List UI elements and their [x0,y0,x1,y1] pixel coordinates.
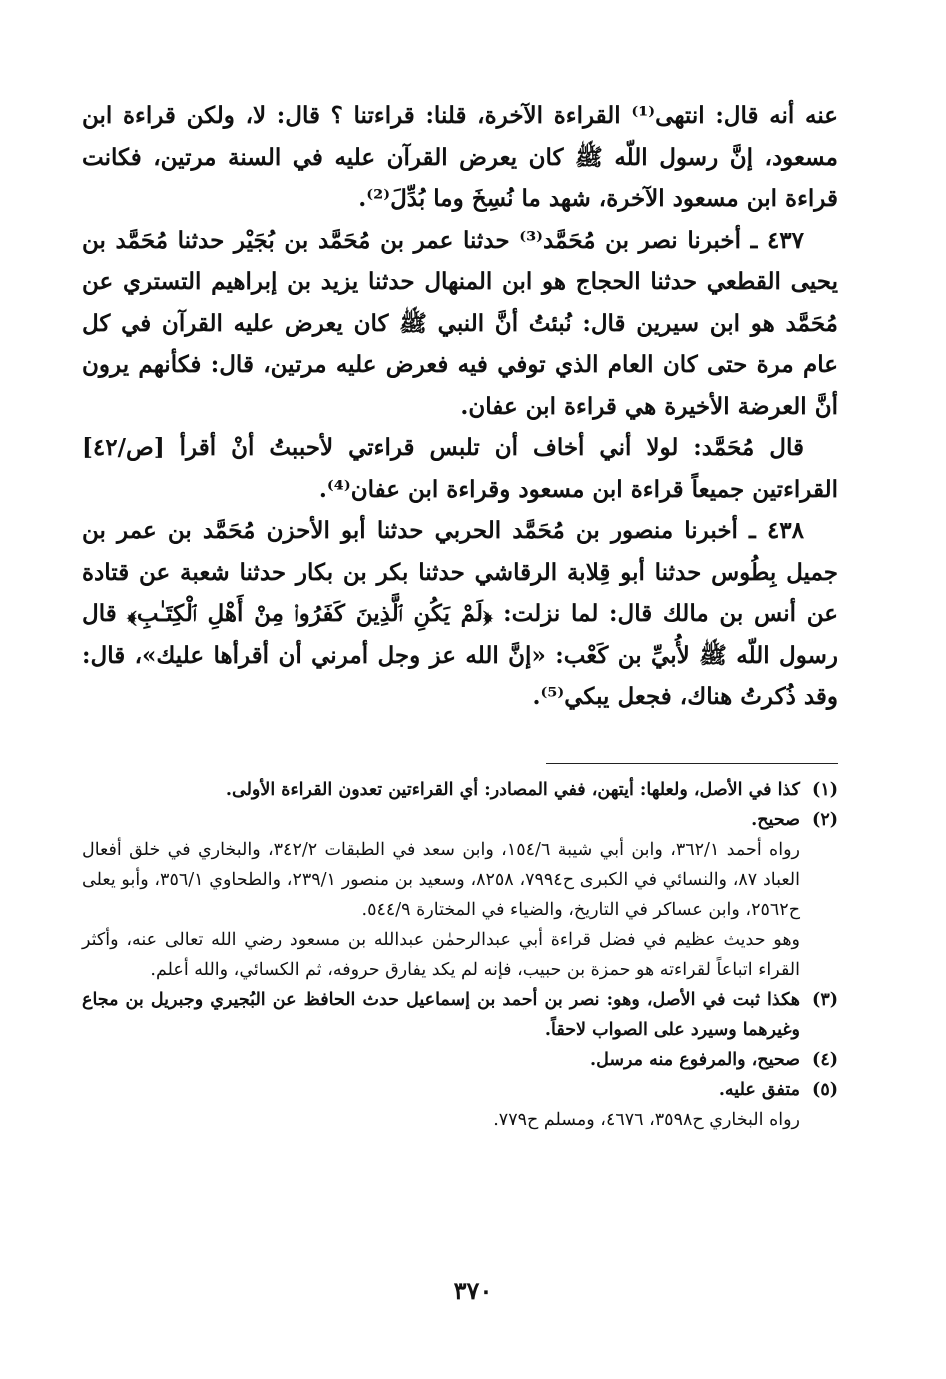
footnote-2-sources: رواه أحمد ٣٦٢/١، وابن أبي شيبة ١٥٤/٦، وابن سعد في الطبقات ٣٤٢/٢، والبخاري في خلق أفعال العباد ٨٧، والنسائي في الكبرى ح٧٩٩٤، ٨٢٥٨، وسعيد بن منصور ٢٣٩/١، والطحاوي ٣٥٦/١، وأبو يعلى ح٢٥٦٢، وابن عساكر في التاريخ، والضياء في المختارة ٥٤٤/٩. [82,840,800,920]
main-text [82,95,838,718]
footnote-marker: (٥) [812,1080,838,1100]
footnote-marker: (٣) [812,990,838,1010]
paragraph-437: ٤٣٧ ـ أخبرنا نصر بن مُحَمَّد⁽³⁾ حدثنا عمر بن مُحَمَّد بن بُجَيْر حدثنا مُحَمَّد بن يحيى القطعي حدثنا الحجاج هو ابن المنهال حدثنا يزيد بن إبراهيم التستري عن مُحَمَّد هو ابن سيرين قال: نُبئتُ أنَّ النبي ﷺ كان يعرض عليه القرآن في كل عام مرة حتى كان العام الذي توفي فيه فعرض عليه مرتين، قال: فكأنهم يرون أنَّ العرضة الأخيرة هي قراءة ابن عفان. [82,226,838,420]
footnote-text: كذا في الأصل، ولعلها: أيتهن، ففي المصادر: أي القراءتين تعدون القراءة الأولى. [225,780,800,800]
footnote-3 [82,985,838,1045]
footnote-marker: (٢) [812,810,838,830]
footnotes [82,775,838,1135]
paragraph-muhammad-quote: قال مُحَمَّد: لولا أني أخاف أن تلبس قراءتي لأحببتُ أنْ أقرأ [ص/٤٢] القراءتين جميعاً قراءة ابن مسعود وقراءة ابن عفان⁽⁴⁾. [82,434,838,503]
footnote-5-sources: رواه البخاري ح٣٥٩٨، ٤٦٧٦، ومسلم ح٧٧٩. [493,1110,800,1130]
footnote-2-commentary: وهو حديث عظيم في فضل قراءة أبي عبدالرحمٰن عبدالله بن مسعود رضي الله تعالى عنه، وأكثر القراء اتباعاً لقراءته هو حمزة بن حبيب، فإنه لم يكد يفارق حروفه، ثم الكسائي، والله أعلم. [82,930,800,980]
paragraph-continuation: عنه أنه قال: انتهى⁽¹⁾ القراءة الآخرة، قلنا: قراءتنا ؟ قال: لا، ولكن قراءة ابن مسعود، إنَّ رسول اللّه ﷺ كان يعرض القرآن عليه في السنة مرتين، فكانت قراءة ابن مسعود الآخرة، شهد ما نُسِخَ وما بُدِّلَ⁽²⁾. [82,102,838,212]
footnote-4 [82,1045,838,1075]
footnote-text: صحيح، والمرفوع منه مرسل. [590,1050,800,1070]
footnote-5 [82,1075,838,1105]
footnote-2 [82,805,838,835]
footnote-text: صحيح. [751,810,800,830]
footnote-marker: (٤) [812,1050,838,1070]
footnote-text: متفق عليه. [718,1080,800,1100]
footnote-1 [82,775,838,805]
footnote-text: هكذا ثبت في الأصل، وهو: نصر بن أحمد بن إسماعيل حدث الحافظ عن البُجيري وجبريل بن مجاع وغيرهما وسيرد على الصواب لاحقاً. [82,990,800,1040]
footnote-separator [546,763,838,764]
page-number: ٣٧٠ [453,1276,493,1305]
paragraph-438: ٤٣٨ ـ أخبرنا منصور بن مُحَمَّد الحربي حدثنا أبو الأحزن مُحَمَّد بن عمر بن جميل بِطُوس حدثنا أبو قِلابة الرقاشي حدثنا بكر بن بكار حدثنا شعبة عن قتادة عن أنس بن مالك قال: لما نزلت: ﴿لَمْ يَكُنِ ٱلَّذِينَ كَفَرُوا۟ مِنْ أَهْلِ ٱلْكِتَـٰبِ﴾ قال رسول اللّه ﷺ لأُبيِّ بن كَعْب: «إنَّ الله عز وجل أمرني أن أقرأها عليك»، قال: وقد ذُكرتُ هناك، فجعل يبكي⁽⁵⁾. [82,517,838,710]
footnote-marker: (١) [812,780,838,800]
